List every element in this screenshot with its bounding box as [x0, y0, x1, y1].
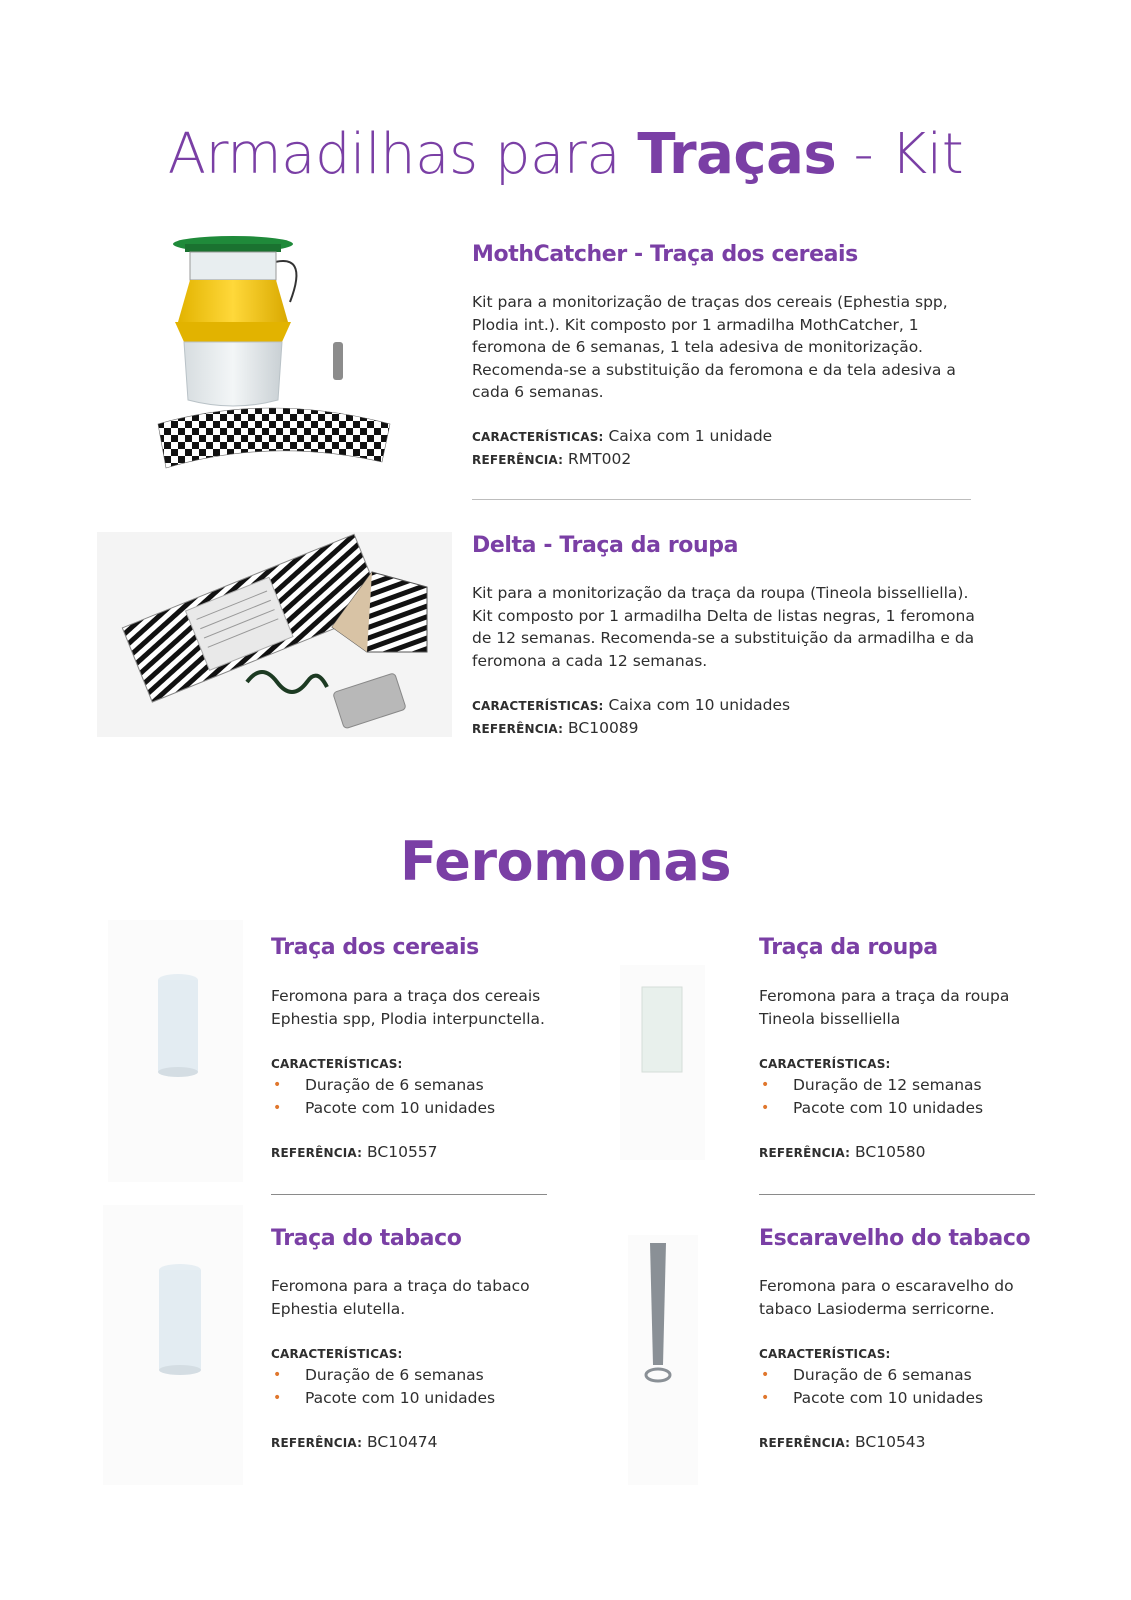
pheromone-block-image: [620, 965, 705, 1160]
pheromone-reference: [271, 1431, 438, 1455]
kit-title: Delta - Traça da roupa: [472, 533, 739, 558]
features-list: [759, 1074, 983, 1119]
bullet-icon: •: [273, 1367, 282, 1383]
pheromone-vial-image: [108, 920, 243, 1182]
reference-label: REFERÊNCIA:: [472, 453, 564, 467]
pheromone-title: Traça dos cereais: [271, 935, 479, 960]
features-label: CARACTERÍSTICAS:: [271, 1347, 403, 1361]
section-title: Feromonas: [400, 830, 731, 893]
bullet-icon: •: [273, 1099, 282, 1116]
features-list: [759, 1364, 983, 1409]
features-label: CARACTERÍSTICAS:: [271, 1057, 403, 1071]
list-item: • Duração de 6 semanas: [759, 1364, 983, 1387]
pheromone-description: Feromona para a traça dos cereais Ephestia spp, Plodia interpunctella.: [271, 987, 545, 1028]
reference-label: REFERÊNCIA:: [271, 1146, 363, 1160]
bullet-icon: •: [761, 1389, 770, 1406]
list-item: • Pacote com 10 unidades: [271, 1097, 495, 1120]
features-label: CARACTERÍSTICAS:: [472, 699, 604, 713]
reference-value: BC10474: [367, 1433, 438, 1451]
pheromone-tube-image: [628, 1235, 698, 1485]
reference-value: RMT002: [568, 450, 632, 468]
title-regular: Armadilhas para: [167, 122, 638, 187]
reference-label: REFERÊNCIA:: [759, 1146, 851, 1160]
pheromone-title: Traça da roupa: [759, 935, 938, 960]
bullet-icon: •: [761, 1367, 770, 1383]
reference-value: BC10543: [855, 1433, 926, 1451]
kit-description: Kit para a monitorização de traças dos cereais (Ephestia spp, Plodia int.). Kit composto por 1 armadilha MothCatcher, 1 feromona de 6 semanas, 1 tela adesiva de monitorização. Recomenda-se a substituição da feromona e da tela adesiva a cada 6 semanas.: [472, 293, 956, 401]
reference-value: BC10089: [568, 719, 639, 737]
list-item: • Duração de 12 semanas: [759, 1074, 983, 1097]
pheromone-features: [271, 1342, 403, 1366]
pheromone-description: Feromona para a traça da roupa Tineola bisselliella: [759, 987, 1010, 1028]
reference-label: REFERÊNCIA:: [271, 1436, 363, 1450]
features-value: Caixa com 1 unidade: [608, 427, 773, 445]
page-title: [0, 122, 1131, 187]
divider: [271, 1194, 547, 1195]
bullet-icon: •: [761, 1077, 770, 1093]
list-item: • Pacote com 10 unidades: [271, 1387, 495, 1410]
kit-title: MothCatcher - Traça dos cereais: [472, 242, 858, 267]
pheromone-features: [759, 1342, 891, 1366]
divider: [472, 499, 971, 500]
kit-reference: [472, 717, 639, 741]
bullet-icon: •: [273, 1389, 282, 1406]
pheromone-features: [271, 1052, 403, 1076]
mothcatcher-trap-image: [150, 232, 395, 494]
features-value: Caixa com 10 unidades: [608, 696, 791, 714]
reference-value: BC10580: [855, 1143, 926, 1161]
pheromone-reference: [759, 1431, 926, 1455]
list-item: • Pacote com 10 unidades: [759, 1097, 983, 1120]
delta-trap-image: [97, 532, 452, 737]
title-bold: Traças: [637, 122, 837, 187]
list-item: • Pacote com 10 unidades: [759, 1387, 983, 1410]
bullet-icon: •: [273, 1077, 282, 1093]
pheromone-reference: [759, 1141, 926, 1165]
pheromone-reference: [271, 1141, 438, 1165]
pheromone-vial-image: [103, 1205, 243, 1485]
reference-value: BC10557: [367, 1143, 438, 1161]
title-suffix: - Kit: [836, 122, 964, 187]
features-list: [271, 1364, 495, 1409]
pheromone-description: Feromona para o escaravelho do tabaco Lasioderma serricorne.: [759, 1277, 1014, 1318]
features-label: CARACTERÍSTICAS:: [759, 1347, 891, 1361]
bullet-icon: •: [761, 1099, 770, 1116]
list-item: • Duração de 6 semanas: [271, 1074, 495, 1097]
kit-features: [472, 425, 772, 449]
features-label: CARACTERÍSTICAS:: [472, 430, 604, 444]
divider: [759, 1194, 1035, 1195]
reference-label: REFERÊNCIA:: [472, 722, 564, 736]
reference-label: REFERÊNCIA:: [759, 1436, 851, 1450]
list-item: • Duração de 6 semanas: [271, 1364, 495, 1387]
pheromone-description: Feromona para a traça do tabaco Ephestia elutella.: [271, 1277, 530, 1318]
features-label: CARACTERÍSTICAS:: [759, 1057, 891, 1071]
features-list: [271, 1074, 495, 1119]
pheromone-title: Escaravelho do tabaco: [759, 1226, 1031, 1251]
kit-description: Kit para a monitorização da traça da roupa (Tineola bisselliella). Kit composto por 1 armadilha Delta de listas negras, 1 feromona de 12 semanas. Recomenda-se a substituição da armadilha e da feromona a cada 12 semanas.: [472, 584, 975, 670]
pheromone-title: Traça do tabaco: [271, 1226, 462, 1251]
kit-reference: [472, 448, 631, 472]
pheromone-features: [759, 1052, 891, 1076]
kit-features: [472, 694, 790, 718]
